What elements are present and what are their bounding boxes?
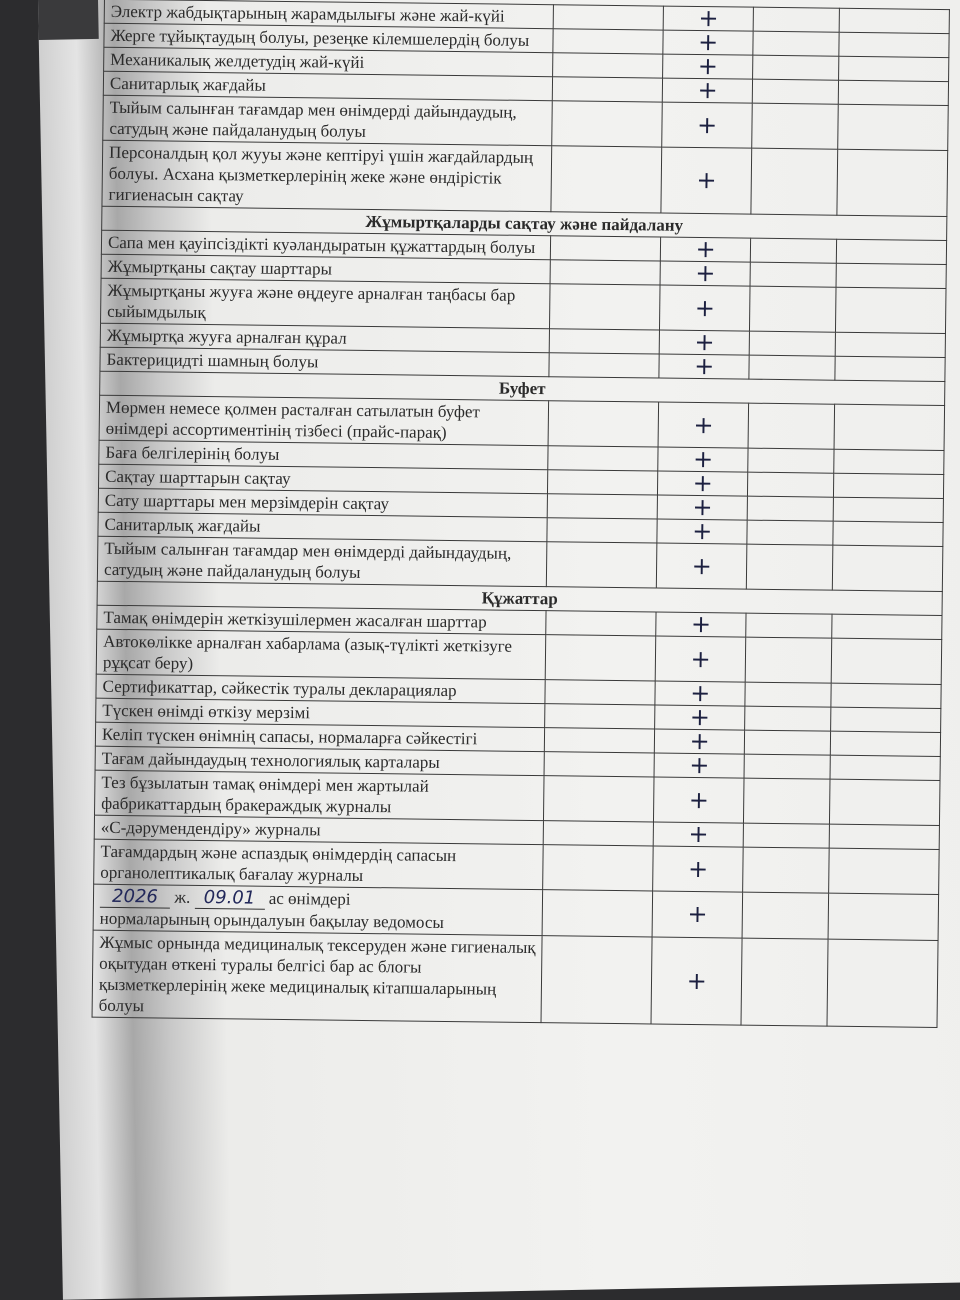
background-corner (38, 0, 99, 40)
check-mark: + (656, 612, 746, 637)
checklist-row (102, 140, 948, 216)
check-mark: + (663, 78, 753, 103)
empty-cell (741, 938, 828, 1026)
empty-cell (742, 892, 828, 939)
empty-cell (749, 355, 835, 380)
check-mark: + (657, 495, 747, 520)
check-mark: + (658, 447, 748, 472)
section-title: Буфет (100, 371, 945, 405)
criterion-label: Сату шарттары мен мерзімдерін сақтау (98, 488, 548, 517)
empty-cell (829, 824, 939, 849)
fill-text-2: нормаларының орындалуын бақылау ведомосы (99, 908, 444, 932)
checklist-row (92, 930, 938, 1027)
paper-sheet (38, 0, 960, 1300)
empty-cell (553, 29, 663, 54)
criterion-label: Сақтау шарттарын сақтау (99, 464, 549, 493)
check-mark: + (655, 636, 745, 682)
criterion-label: Санитарлық жағдайы (98, 512, 548, 541)
check-mark: + (652, 891, 742, 938)
empty-cell (743, 847, 829, 893)
empty-cell (743, 823, 829, 848)
section-title: Құжаттар (97, 581, 942, 615)
empty-cell (838, 104, 949, 150)
check-mark: + (662, 102, 752, 148)
empty-cell (545, 728, 655, 753)
criterion-label: Персоналдың қол жууы және кептіруі үшін жағдайлардың болуы. Асхана қызметкерлерінің жеке және өндірістік гигиенасын сақтау (102, 140, 552, 211)
empty-cell (744, 778, 830, 824)
empty-cell (750, 286, 836, 332)
criterion-label: Мөрмен немесе қолмен расталған сатылатын буфет өнімдері ассортиментінің тізбесі (прайс-парақ) (99, 395, 549, 445)
empty-cell (548, 470, 658, 495)
empty-cell (750, 238, 836, 263)
empty-cell (839, 32, 949, 57)
empty-cell (553, 77, 663, 102)
empty-cell (753, 31, 839, 56)
empty-cell (750, 262, 836, 287)
check-mark: + (651, 937, 742, 1025)
empty-cell (745, 682, 831, 707)
criterion-label: Жұмыртқаны жууға және өңдеуге арналған таңбасы бар сыйымдылық (101, 278, 551, 328)
empty-cell (551, 236, 661, 261)
check-mark: + (654, 753, 744, 778)
empty-cell (549, 329, 659, 354)
empty-cell (745, 706, 831, 731)
criterion-label: Тағамдардың және аспаздық өнімдердің сапасын органолептикалық бағалау журналы (94, 839, 544, 889)
empty-cell (548, 446, 658, 471)
empty-cell (748, 472, 834, 497)
empty-cell (830, 731, 940, 756)
criterion-label: Түскен өнімді өткізу мерзімі (96, 698, 546, 727)
check-mark: + (663, 54, 753, 79)
empty-cell (837, 149, 948, 216)
check-mark: + (661, 147, 752, 214)
criterion-label: Жерге тұйықтаудың болуы, резеңке кілемшелердің болуы (104, 23, 554, 52)
check-mark: + (657, 543, 747, 589)
empty-cell (832, 614, 942, 639)
empty-cell (830, 755, 940, 780)
empty-cell (541, 936, 652, 1024)
empty-cell (745, 637, 831, 683)
criterion-label: Механикалық желдетудің жай-күйі (104, 47, 554, 76)
criterion-label: Санитарлық жағдайы (103, 71, 553, 100)
empty-cell (833, 497, 943, 522)
empty-cell (833, 473, 943, 498)
empty-cell (834, 449, 944, 474)
empty-cell (751, 148, 838, 215)
empty-cell (545, 704, 655, 729)
year-handwritten: 2026 (100, 886, 170, 909)
check-mark: + (660, 261, 750, 286)
empty-cell (836, 239, 946, 264)
empty-cell (831, 707, 941, 732)
empty-cell (553, 53, 663, 78)
empty-cell (838, 56, 948, 81)
criterion-label: Жұмыс орнында медициналық тексеруден және гигиеналық оқытудан өткені туралы белгісі бар ас блогы қызметкерлерінің жеке медициналық кітапшаларының болуы (92, 930, 542, 1022)
criterion-label (93, 884, 543, 935)
criterion-label: Жұмыртқаны сақтау шарттары (101, 254, 551, 283)
empty-cell (833, 521, 943, 546)
criterion-label: Баға белгілерінің болуы (99, 440, 549, 469)
empty-cell (549, 353, 659, 378)
empty-cell (553, 5, 663, 30)
criterion-label: Сертификаттар, сәйкестік туралы декларациялар (96, 674, 546, 703)
criterion-label: Автокөлікке арналған хабарлама (азық-түлікті жеткізуге рұқсат беру) (96, 629, 546, 679)
criterion-label: Тез бұзылатын тамақ өнімдері мен жартылай фабрикаттардың бракераждық журналы (95, 770, 545, 820)
empty-cell (542, 890, 653, 937)
empty-cell (744, 730, 830, 755)
empty-cell (828, 893, 939, 940)
date-handwritten: 09.01 (194, 887, 264, 910)
check-mark: + (655, 729, 745, 754)
check-mark: + (654, 777, 744, 823)
empty-cell (752, 79, 838, 104)
criterion-label: Тағам дайындаудың технологиялық карталары (95, 746, 545, 775)
empty-cell (835, 356, 945, 381)
empty-cell (748, 403, 834, 449)
criterion-label: Тыйым салынған тағамдар мен өнімдерді дайындаудың, сатудың және пайдаланудың болуы (97, 536, 547, 586)
empty-cell (547, 518, 657, 543)
empty-cell (550, 260, 660, 285)
check-mark: + (663, 6, 753, 31)
empty-cell (547, 542, 658, 588)
criterion-label: Электр жабдықтарының жарамдылығы және жай-күйі (104, 0, 554, 29)
criterion-label: Жұмыртқа жууға арналған құрал (100, 323, 550, 352)
empty-cell (543, 821, 653, 846)
criterion-label: «С-дәрумендендіру» журналы (94, 815, 544, 844)
empty-cell (752, 103, 838, 149)
empty-cell (548, 401, 659, 447)
check-mark: + (657, 519, 747, 544)
empty-cell (747, 496, 833, 521)
check-mark: + (659, 330, 749, 355)
check-mark: + (658, 402, 748, 448)
empty-cell (834, 404, 945, 450)
check-mark: + (660, 285, 750, 331)
empty-cell (547, 494, 657, 519)
check-mark: + (661, 237, 751, 262)
empty-cell (748, 448, 834, 473)
empty-cell (829, 779, 940, 825)
empty-cell (832, 545, 943, 591)
criterion-label: Сапа мен қауіпсіздікті куәландыратын құжаттардың болуы (101, 230, 551, 259)
criterion-label: Бактерицидті шамның болуы (100, 347, 550, 376)
empty-cell (829, 848, 940, 894)
empty-cell (753, 55, 839, 80)
empty-cell (835, 332, 945, 357)
empty-cell (744, 754, 830, 779)
criterion-label: Тамақ өнімдерін жеткізушілермен жасалған шарттар (97, 605, 547, 634)
criterion-label: Келіп түскен өнімнің сапасы, нормаларға сәйкестігі (95, 722, 545, 751)
empty-cell (545, 680, 655, 705)
fill-text-1: ас өнімдері (268, 888, 351, 909)
empty-cell (835, 287, 946, 333)
empty-cell (827, 939, 938, 1027)
checklist-body (92, 0, 949, 1027)
check-mark: + (655, 681, 745, 706)
empty-cell (543, 845, 654, 891)
empty-cell (746, 544, 832, 590)
empty-cell (831, 638, 942, 684)
empty-cell (544, 776, 655, 822)
empty-cell (836, 263, 946, 288)
empty-cell (546, 611, 656, 636)
check-mark: + (658, 471, 748, 496)
empty-cell (550, 284, 661, 330)
empty-cell (551, 146, 662, 213)
empty-cell (747, 520, 833, 545)
empty-cell (753, 7, 839, 32)
inspection-checklist-table (92, 0, 950, 1028)
criterion-label: Тыйым салынған тағамдар мен өнімдерді дайындаудың, сатудың және пайдаланудың болуы (103, 95, 553, 145)
year-suffix: ж. (174, 887, 191, 907)
empty-cell (545, 635, 656, 681)
check-mark: + (659, 354, 749, 379)
empty-cell (838, 80, 948, 105)
check-mark: + (653, 822, 743, 847)
empty-cell (839, 8, 949, 33)
section-title: Жұмыртқаларды сақтау және пайдалану (102, 206, 947, 240)
empty-cell (746, 613, 832, 638)
empty-cell (552, 101, 663, 147)
empty-cell (544, 752, 654, 777)
check-mark: + (655, 705, 745, 730)
check-mark: + (663, 30, 753, 55)
check-mark: + (653, 846, 743, 892)
empty-cell (749, 331, 835, 356)
empty-cell (831, 683, 941, 708)
